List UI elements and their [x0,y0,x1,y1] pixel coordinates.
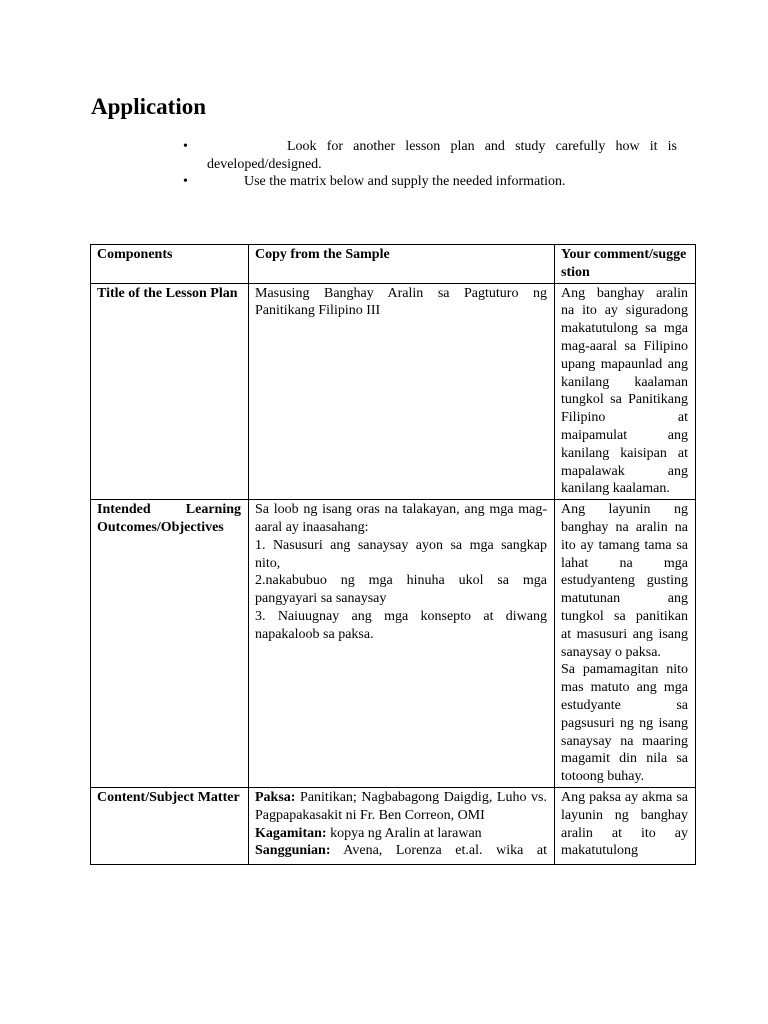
sample-cell: Masusing Banghay Aralin sa Pagtuturo ng Panitikang Filipino III [249,283,555,500]
list-item [180,138,677,173]
component-cell: Title of the Lesson Plan [91,283,249,500]
component-cell: Intended Learning Outcomes/Objectives [91,500,249,788]
instruction-text: Look for another lesson plan and study carefully how it is developed/designed. [207,139,677,172]
table-row [91,787,696,864]
sample-cell: Paksa: Panitikan; Nagbabagong Daigdig, Luho vs. Pagpapakasakit ni Fr. Ben Correon, OMI Kagamitan: kopya ng Aralin at larawan Sanggunian: Avena, Lorenza et.al. wika at [249,787,555,864]
table-row [91,283,696,500]
table-row [91,500,696,788]
list-item [180,173,677,191]
component-cell: Content/Subject Matter [91,787,249,864]
bullet-icon: • [183,174,188,189]
table-header-row [91,245,696,284]
comment-cell: Ang banghay aralin na ito ay siguradong makatutulong sa mga mag-aaral sa Filipino upang mapaunlad ang kanilang kaalaman tungkol sa Panitikang Filipino at maipamulat ang kanilang kaisipan at mapalawak ang kanilang kaalaman. [555,283,696,500]
page-title: Application [91,94,207,119]
column-header-components: Components [91,245,249,284]
column-header-comment: Your comment/suggestion [555,245,696,284]
comment-cell: Ang paksa ay akma sa layunin ng banghay aralin at ito ay makatutulong [555,787,696,864]
bullet-icon: • [183,139,188,154]
lesson-plan-matrix [90,244,696,865]
instruction-list [180,138,677,191]
sample-cell: Sa loob ng isang oras na talakayan, ang mga mag-aaral ay inaasahang: 1. Nasusuri ang sanaysay ayon sa mga sangkap nito, 2.nakabubuo ng mga hinuha ukol sa mga pangyayari sa sanaysay 3. Naiuugnay ang mga konsepto at diwang napakaloob sa paksa. [249,500,555,788]
column-header-sample: Copy from the Sample [249,245,555,284]
comment-cell: Ang layunin ng banghay na aralin na ito ay tamang tama sa lahat na mga estudyanteng gusting matutunan ang tungkol sa panitikan at masusuri ang isang sanaysay o paksa. Sa pamamagitan nito mas matuto ang mga estudyante sa pagsusuri ng ng isang sanaysay na maaring magamit din nila sa totoong buhay. [555,500,696,788]
instruction-text: Use the matrix below and supply the needed information. [244,174,566,189]
